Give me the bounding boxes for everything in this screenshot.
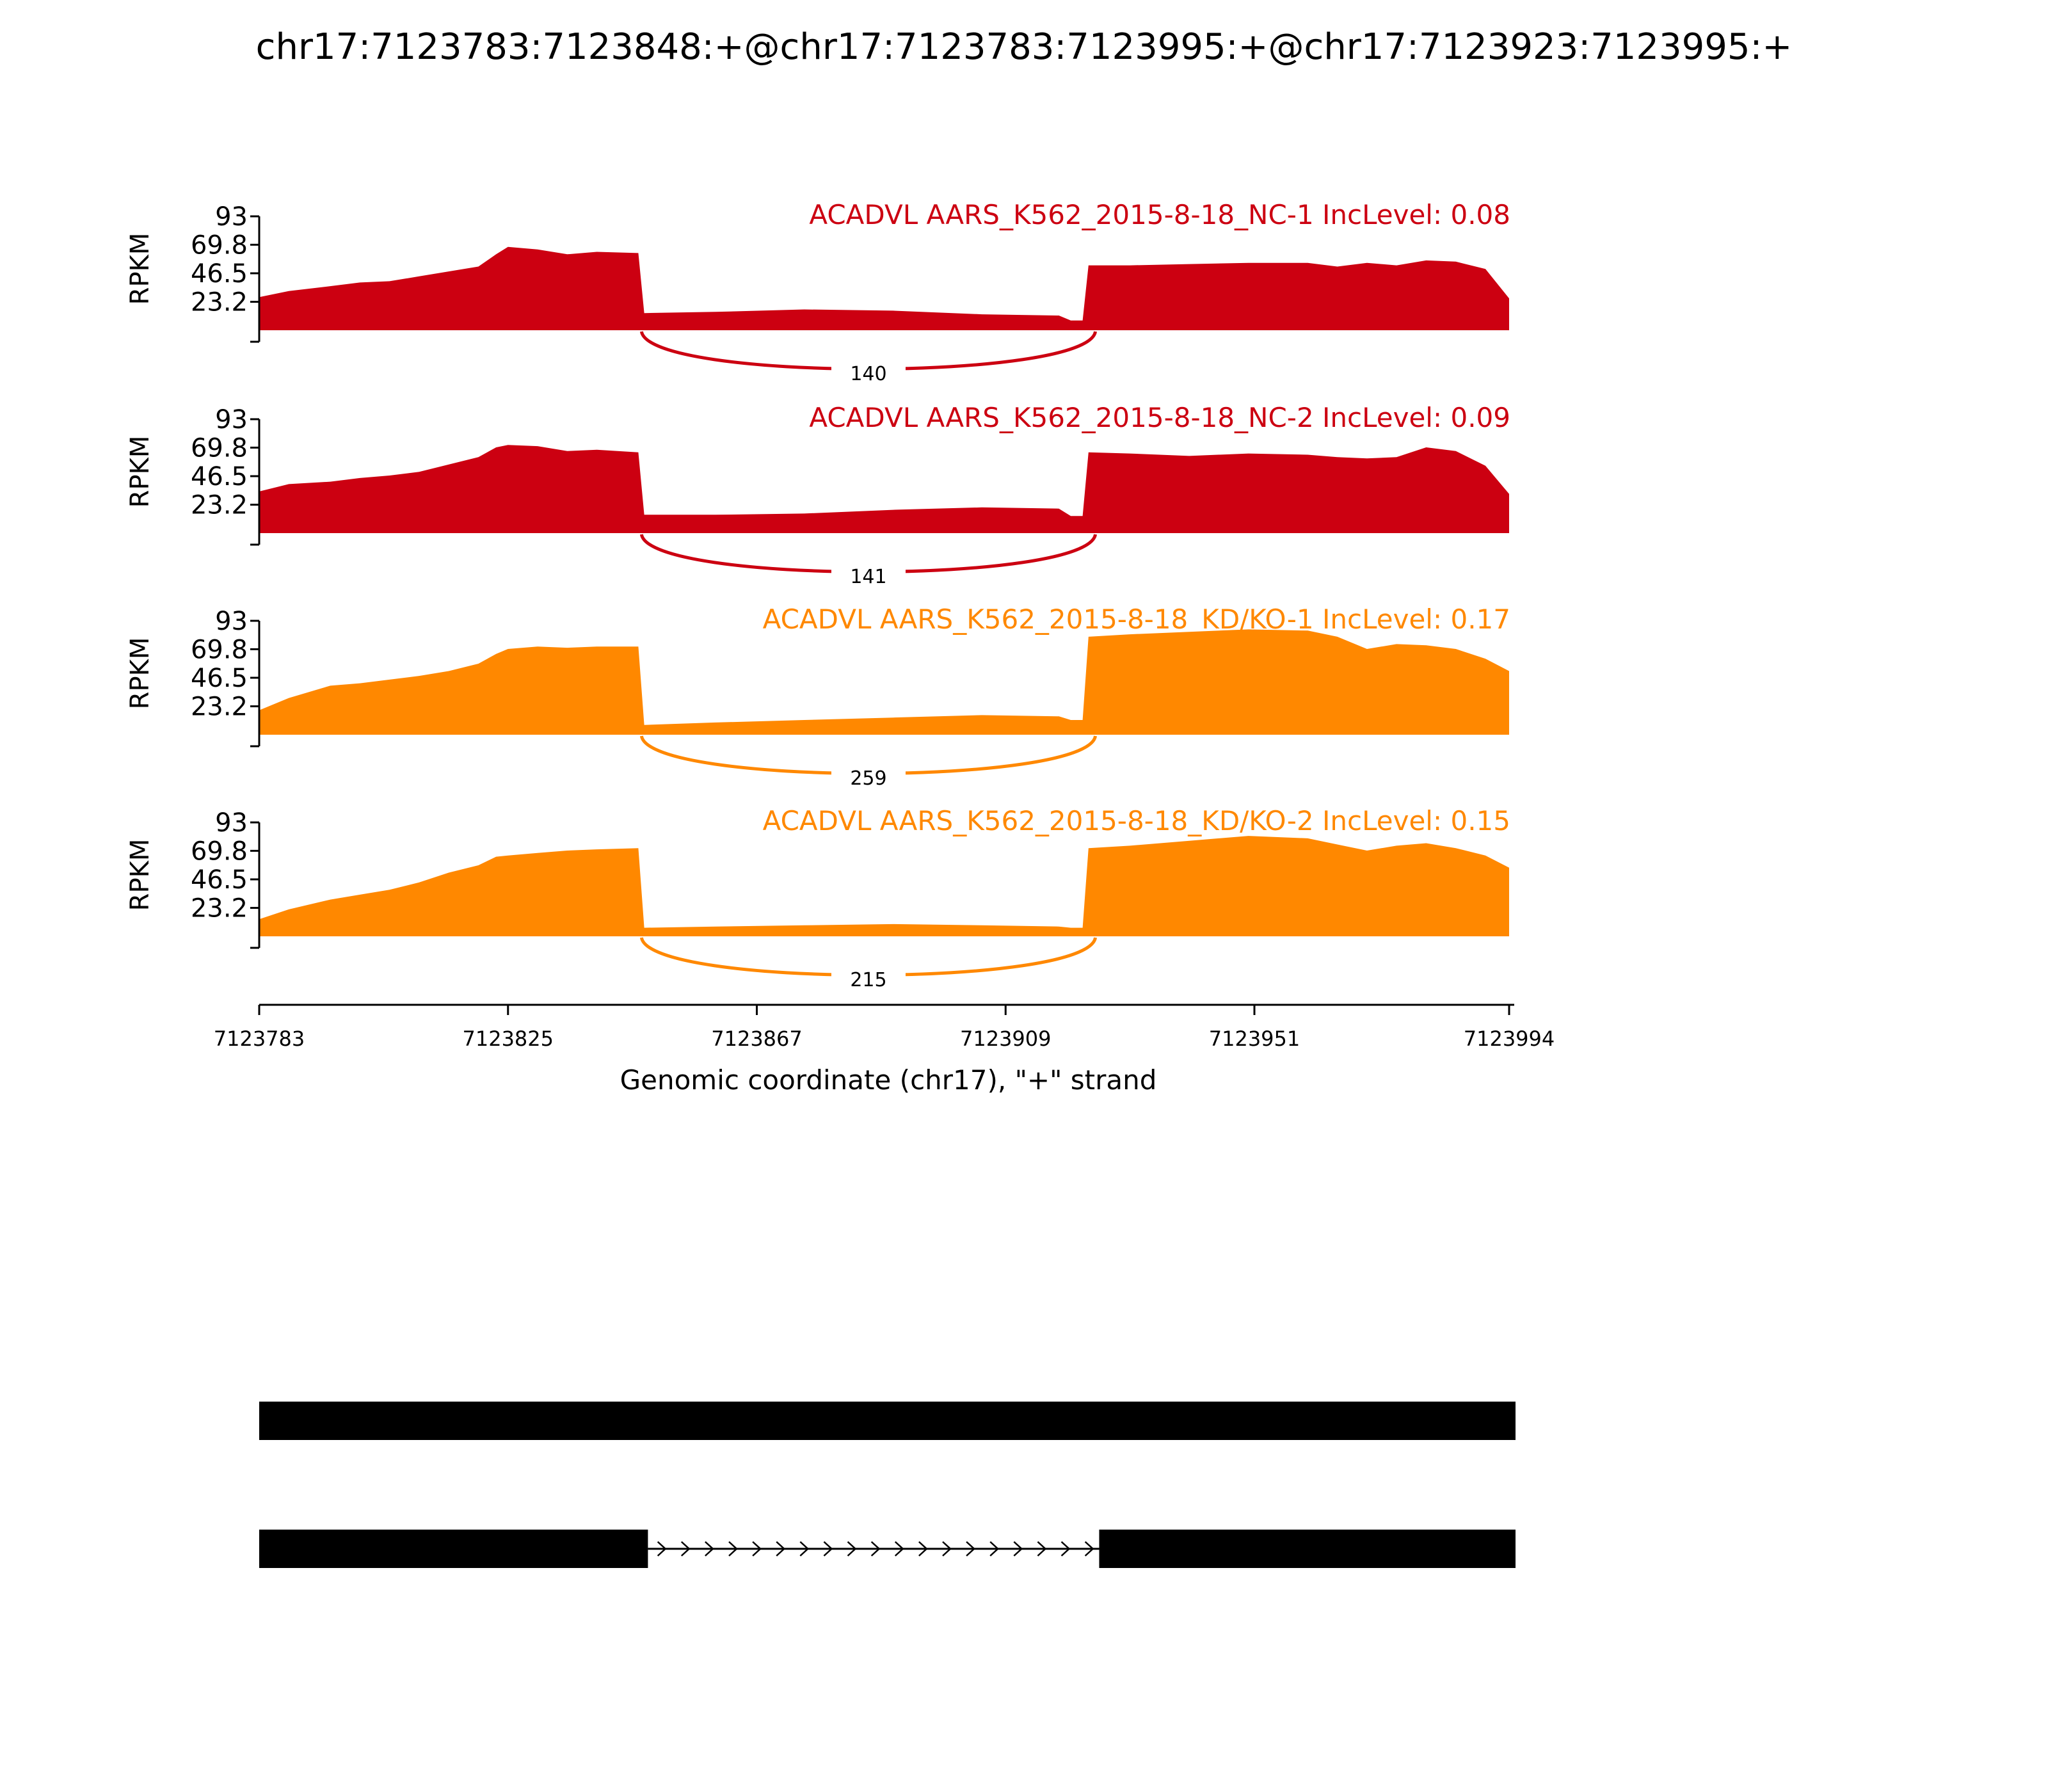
x-tick-label: 7123825 — [462, 1027, 554, 1051]
coverage-area — [259, 247, 1509, 330]
coverage-tracks — [125, 199, 1510, 991]
x-tick-label: 7123994 — [1463, 1027, 1555, 1051]
coverage-track — [125, 805, 1510, 991]
exon — [259, 1530, 648, 1568]
y-tick-label: 69.8 — [190, 635, 248, 665]
y-axis-label: RPKM — [125, 435, 155, 508]
y-tick-label: 46.5 — [190, 462, 248, 492]
junction-count: 215 — [850, 969, 887, 991]
y-tick-label: 46.5 — [190, 259, 248, 289]
track-title: ACADVL AARS_K562_2015-8-18_NC-2 IncLevel: 0.09 — [809, 402, 1510, 433]
plot-title: chr17:7123783:7123848:+@chr17:7123783:7123995:+@chr17:7123923:7123995:+ — [255, 26, 1793, 68]
y-axis-label: RPKM — [125, 838, 155, 911]
y-tick-label: 23.2 — [190, 287, 248, 317]
coverage-area — [259, 836, 1509, 936]
x-tick-label: 7123867 — [711, 1027, 803, 1051]
track-title: ACADVL AARS_K562_2015-8-18_KD/KO-2 IncLevel: 0.15 — [762, 805, 1510, 836]
x-tick-label: 7123909 — [959, 1027, 1052, 1051]
track-title: ACADVL AARS_K562_2015-8-18_NC-1 IncLevel: 0.08 — [809, 199, 1510, 230]
junction-count: 141 — [850, 566, 887, 588]
junction-count: 140 — [850, 363, 887, 385]
y-tick-label: 23.2 — [190, 692, 248, 722]
coverage-track — [125, 199, 1510, 385]
coverage-track — [125, 402, 1510, 588]
y-tick-label: 93 — [215, 405, 248, 435]
isoform-track — [259, 1402, 1516, 1568]
exon — [259, 1402, 1516, 1440]
x-tick-label: 7123783 — [213, 1027, 305, 1051]
y-tick-label: 93 — [215, 202, 248, 232]
coverage-area — [259, 629, 1509, 735]
junction-count: 259 — [850, 767, 887, 790]
y-tick-label: 93 — [215, 607, 248, 636]
y-tick-label: 46.5 — [190, 664, 248, 693]
y-tick-label: 69.8 — [190, 433, 248, 463]
coverage-track — [125, 604, 1510, 790]
x-axis-label: Genomic coordinate (chr17), "+" strand — [620, 1064, 1157, 1096]
isoform — [259, 1402, 1516, 1440]
exon — [1099, 1530, 1516, 1568]
track-title: ACADVL AARS_K562_2015-8-18_KD/KO-1 IncLevel: 0.17 — [762, 604, 1510, 635]
coverage-area — [259, 445, 1509, 533]
y-tick-label: 69.8 — [190, 230, 248, 260]
y-tick-label: 46.5 — [190, 865, 248, 895]
y-tick-label: 69.8 — [190, 836, 248, 867]
isoform — [259, 1530, 1516, 1568]
x-tick-label: 7123951 — [1208, 1027, 1300, 1051]
y-axis-label: RPKM — [125, 232, 155, 305]
y-tick-label: 93 — [215, 808, 248, 838]
y-tick-label: 23.2 — [190, 893, 248, 924]
y-tick-label: 23.2 — [190, 490, 248, 520]
y-axis-label: RPKM — [125, 637, 155, 710]
x-axis — [214, 1005, 1555, 1051]
